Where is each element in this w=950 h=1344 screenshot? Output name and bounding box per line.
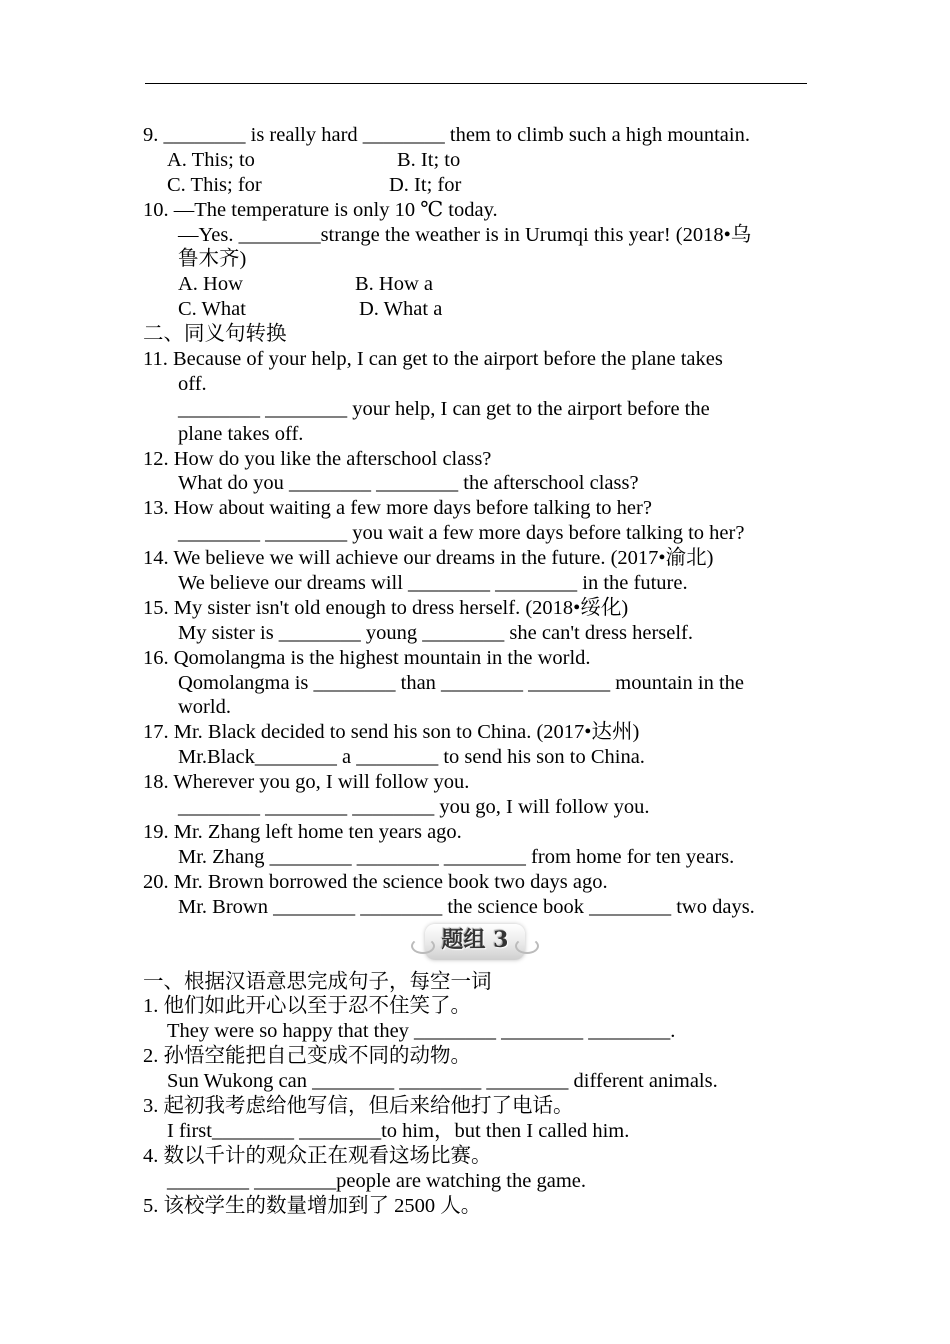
- question-9-options-row-2: [143, 173, 811, 198]
- question-9-stem: 9. ________ is really hard ________ them to climb such a high mountain.: [143, 124, 750, 146]
- question-line: 4. 数以千计的观众正在观看这场比赛。: [143, 1144, 492, 1167]
- group-banner-badge: [425, 924, 525, 960]
- answer-line: Mr. Brown ________ ________ the science book ________ two days.: [178, 895, 755, 918]
- question-line: 13. How about waiting a few more days before talking to her?: [143, 497, 652, 520]
- question-10-option-c: C. What: [178, 298, 246, 321]
- question-line: 11. Because of your help, I can get to the airport before the plane takes: [143, 348, 723, 371]
- question-line: 17. Mr. Black decided to send his son to China. (2017•达州): [143, 721, 640, 744]
- answer-line: plane takes off.: [178, 422, 304, 445]
- answer-line: Mr. Zhang ________ ________ ________ from home for ten years.: [178, 845, 735, 868]
- question-line: 19. Mr. Zhang left home ten years ago.: [143, 820, 462, 843]
- question-line: 1. 他们如此开心以至于忍不住笑了。: [143, 995, 471, 1018]
- question-9-option-c: C. This; for: [167, 173, 262, 196]
- question-10-options-row-1: [143, 272, 811, 297]
- answer-line: My sister is ________ young ________ she can't dress herself.: [178, 621, 693, 644]
- answer-line: ________ ________people are watching the game.: [167, 1169, 586, 1192]
- header-rule: [145, 83, 807, 84]
- question-line: 14. We believe we will achieve our dreams in the future. (2017•渝北): [143, 547, 714, 570]
- answer-line: Sun Wukong can ________ ________ ________ different animals.: [167, 1070, 718, 1093]
- question-line: 2. 孙悟空能把自己变成不同的动物。: [143, 1045, 471, 1068]
- question-9-option-d: D. It; for: [389, 173, 462, 196]
- question-10-option-a: A. How: [178, 273, 243, 296]
- question-9-option-a: A. This; to: [167, 148, 255, 171]
- answer-line: Mr.Black________ a ________ to send his son to China.: [178, 746, 645, 769]
- question-line: 20. Mr. Brown borrowed the science book two days ago.: [143, 870, 608, 893]
- question-10-stem: 10. —The temperature is only 10 ℃ today.: [143, 198, 498, 221]
- section-translate-heading: 一、根据汉语意思完成句子，每空一词: [143, 970, 492, 993]
- section-synonym-heading: 二、同义句转换: [143, 323, 287, 346]
- question-10-option-b: B. How a: [355, 273, 434, 296]
- answer-line: Qomolangma is ________ than ________ ________ mountain in the: [178, 671, 744, 694]
- question-10-option-d: D. What a: [359, 298, 443, 321]
- answer-line: What do you ________ ________ the afterschool class?: [178, 472, 639, 495]
- question-line: 5. 该校学生的数量增加到了 2500 人。: [143, 1194, 482, 1217]
- question-line: 12. How do you like the afterschool class?: [143, 447, 492, 470]
- question-10-options-row-2: [143, 297, 811, 322]
- answer-line: I first________ ________to him，but then I called him.: [167, 1119, 630, 1142]
- answer-line: ________ ________ ________ you go, I will follow you.: [178, 796, 650, 819]
- worksheet-content: [143, 123, 811, 1218]
- answer-line: We believe our dreams will ________ ________ in the future.: [178, 572, 688, 595]
- question-line: 3. 起初我考虑给他写信，但后来给他打了电话。: [143, 1094, 574, 1117]
- question-line: 15. My sister isn't old enough to dress herself. (2018•绥化): [143, 596, 629, 619]
- question-line: 18. Wherever you go, I will follow you.: [143, 771, 470, 794]
- synonym-questions: [143, 347, 811, 919]
- question-10-line-3: 鲁木齐): [178, 248, 247, 271]
- question-9-option-b: B. It; to: [397, 148, 461, 171]
- question-10-line-2: —Yes. ________strange the weather is in Urumqi this year! (2018•乌: [178, 223, 752, 246]
- answer-line: off.: [178, 372, 207, 395]
- answer-line: ________ ________ your help, I can get to the airport before the: [178, 397, 710, 420]
- answer-line: world.: [178, 696, 231, 719]
- answer-line: ________ ________ you wait a few more days before talking to her?: [178, 522, 745, 545]
- group-banner-label: 题组 3: [441, 926, 509, 953]
- translate-questions: [143, 994, 811, 1218]
- question-line: 16. Qomolangma is the highest mountain in the world.: [143, 646, 591, 669]
- group-banner: [143, 920, 811, 970]
- question-9-options-row-1: [143, 148, 811, 173]
- answer-line: They were so happy that they ________ ________ ________.: [167, 1020, 676, 1043]
